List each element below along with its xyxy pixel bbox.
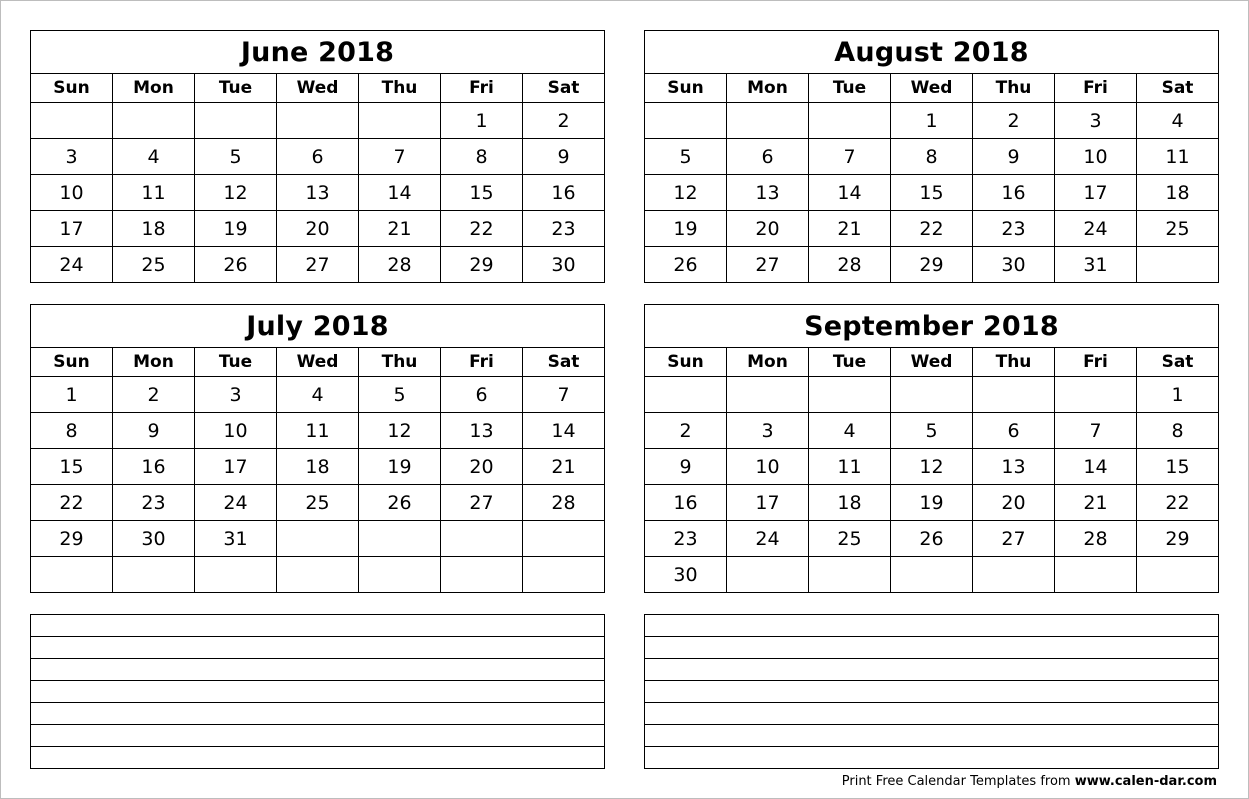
week-row [645, 103, 1219, 139]
notes-line[interactable] [645, 637, 1219, 659]
empty-day-cell [195, 103, 277, 139]
week-row [645, 485, 1219, 521]
day-cell: 12 [359, 413, 441, 449]
weekday-header: Sat [523, 348, 605, 377]
day-cell: 26 [891, 521, 973, 557]
day-cell: 22 [441, 211, 523, 247]
day-cell: 7 [359, 139, 441, 175]
day-cell: 13 [973, 449, 1055, 485]
day-cell: 16 [523, 175, 605, 211]
week-row [31, 103, 605, 139]
empty-day-cell [31, 557, 113, 593]
day-cell: 15 [31, 449, 113, 485]
day-cell: 30 [523, 247, 605, 283]
day-cell: 31 [195, 521, 277, 557]
day-cell: 1 [891, 103, 973, 139]
notes-line[interactable] [31, 703, 605, 725]
empty-day-cell [523, 557, 605, 593]
day-cell: 1 [1137, 377, 1219, 413]
day-cell: 5 [359, 377, 441, 413]
day-cell: 16 [973, 175, 1055, 211]
day-cell: 7 [523, 377, 605, 413]
day-cell: 26 [645, 247, 727, 283]
day-cell: 14 [809, 175, 891, 211]
day-cell: 24 [727, 521, 809, 557]
footer-credit [842, 774, 1217, 789]
day-cell: 29 [441, 247, 523, 283]
weekday-header: Sat [1137, 74, 1219, 103]
week-row [31, 485, 605, 521]
day-cell: 5 [891, 413, 973, 449]
weekday-header: Thu [359, 348, 441, 377]
empty-day-cell [1055, 377, 1137, 413]
day-cell: 27 [441, 485, 523, 521]
day-cell: 7 [809, 139, 891, 175]
empty-day-cell [277, 103, 359, 139]
day-cell: 28 [1055, 521, 1137, 557]
empty-day-cell [113, 557, 195, 593]
month-title: August 2018 [645, 31, 1219, 74]
week-row [645, 139, 1219, 175]
empty-day-cell [359, 103, 441, 139]
day-cell: 17 [1055, 175, 1137, 211]
day-cell: 3 [31, 139, 113, 175]
day-cell: 22 [31, 485, 113, 521]
day-cell: 23 [113, 485, 195, 521]
day-cell: 8 [891, 139, 973, 175]
day-cell: 20 [973, 485, 1055, 521]
notes-line[interactable] [645, 681, 1219, 703]
day-cell: 24 [31, 247, 113, 283]
weekday-header: Tue [195, 74, 277, 103]
day-cell: 27 [973, 521, 1055, 557]
empty-day-cell [277, 521, 359, 557]
day-cell: 15 [1137, 449, 1219, 485]
day-cell: 27 [277, 247, 359, 283]
day-cell: 9 [645, 449, 727, 485]
day-cell: 24 [195, 485, 277, 521]
weekday-header: Mon [113, 74, 195, 103]
day-cell: 29 [31, 521, 113, 557]
day-cell: 10 [31, 175, 113, 211]
week-row [645, 175, 1219, 211]
day-cell: 11 [113, 175, 195, 211]
day-cell: 9 [113, 413, 195, 449]
day-cell: 13 [727, 175, 809, 211]
weekday-header: Sat [1137, 348, 1219, 377]
empty-day-cell [195, 557, 277, 593]
notes-line[interactable] [645, 747, 1219, 769]
footer-text: Print Free Calendar Templates from [841, 774, 1075, 789]
week-row [645, 449, 1219, 485]
notes-line[interactable] [645, 703, 1219, 725]
notes-box-left [30, 614, 605, 769]
day-cell: 13 [441, 413, 523, 449]
day-cell: 4 [113, 139, 195, 175]
weekday-header: Sun [645, 348, 727, 377]
day-cell: 16 [113, 449, 195, 485]
day-cell: 6 [277, 139, 359, 175]
weekday-header: Tue [195, 348, 277, 377]
weekday-header: Fri [1055, 74, 1137, 103]
day-cell: 16 [645, 485, 727, 521]
day-cell: 2 [113, 377, 195, 413]
day-cell: 1 [441, 103, 523, 139]
weekday-header: Fri [441, 74, 523, 103]
day-cell: 21 [359, 211, 441, 247]
day-cell: 28 [359, 247, 441, 283]
empty-day-cell [727, 557, 809, 593]
day-cell: 17 [31, 211, 113, 247]
empty-day-cell [113, 103, 195, 139]
day-cell: 5 [195, 139, 277, 175]
empty-day-cell [31, 103, 113, 139]
weekday-header: Thu [973, 74, 1055, 103]
day-cell: 4 [1137, 103, 1219, 139]
day-cell: 14 [1055, 449, 1137, 485]
day-cell: 6 [727, 139, 809, 175]
day-cell: 9 [973, 139, 1055, 175]
week-row [31, 377, 605, 413]
day-cell: 18 [277, 449, 359, 485]
notes-box-right [644, 614, 1219, 769]
month-title: July 2018 [31, 305, 605, 348]
day-cell: 25 [1137, 211, 1219, 247]
week-row [31, 557, 605, 593]
empty-day-cell [359, 557, 441, 593]
empty-day-cell [727, 103, 809, 139]
day-cell: 15 [441, 175, 523, 211]
empty-day-cell [727, 377, 809, 413]
day-cell: 6 [973, 413, 1055, 449]
day-cell: 29 [1137, 521, 1219, 557]
day-cell: 21 [809, 211, 891, 247]
week-row [31, 175, 605, 211]
day-cell: 22 [891, 211, 973, 247]
day-cell: 28 [809, 247, 891, 283]
day-cell: 30 [973, 247, 1055, 283]
empty-day-cell [523, 521, 605, 557]
empty-day-cell [809, 557, 891, 593]
weekday-header: Mon [727, 74, 809, 103]
week-row [645, 413, 1219, 449]
day-cell: 25 [809, 521, 891, 557]
empty-day-cell [891, 557, 973, 593]
day-cell: 10 [195, 413, 277, 449]
day-cell: 3 [195, 377, 277, 413]
day-cell: 26 [359, 485, 441, 521]
day-cell: 30 [113, 521, 195, 557]
day-cell: 23 [645, 521, 727, 557]
month-calendar [644, 304, 1219, 593]
day-cell: 20 [441, 449, 523, 485]
day-cell: 3 [1055, 103, 1137, 139]
day-cell: 9 [523, 139, 605, 175]
footer-site-link[interactable]: www.calen-dar.com [1074, 774, 1217, 789]
notes-line[interactable] [31, 615, 605, 637]
day-cell: 29 [891, 247, 973, 283]
weekday-header: Sun [645, 74, 727, 103]
notes-line[interactable] [645, 615, 1219, 637]
weekday-header: Wed [277, 348, 359, 377]
month-calendar [644, 30, 1219, 283]
week-row [31, 139, 605, 175]
day-cell: 30 [645, 557, 727, 593]
week-row [645, 247, 1219, 283]
day-cell: 11 [277, 413, 359, 449]
week-row [31, 211, 605, 247]
empty-day-cell [441, 557, 523, 593]
empty-day-cell [973, 557, 1055, 593]
month-calendar [30, 30, 605, 283]
empty-day-cell [809, 103, 891, 139]
notes-line[interactable] [31, 747, 605, 769]
day-cell: 8 [441, 139, 523, 175]
empty-day-cell [973, 377, 1055, 413]
empty-day-cell [1137, 557, 1219, 593]
day-cell: 19 [645, 211, 727, 247]
day-cell: 4 [809, 413, 891, 449]
day-cell: 18 [113, 211, 195, 247]
day-cell: 31 [1055, 247, 1137, 283]
day-cell: 22 [1137, 485, 1219, 521]
day-cell: 4 [277, 377, 359, 413]
weekday-header: Sun [31, 74, 113, 103]
week-row [31, 413, 605, 449]
weekday-header: Thu [973, 348, 1055, 377]
day-cell: 18 [1137, 175, 1219, 211]
day-cell: 18 [809, 485, 891, 521]
day-cell: 1 [31, 377, 113, 413]
day-cell: 25 [113, 247, 195, 283]
day-cell: 7 [1055, 413, 1137, 449]
empty-day-cell [359, 521, 441, 557]
day-cell: 8 [31, 413, 113, 449]
empty-day-cell [277, 557, 359, 593]
day-cell: 21 [1055, 485, 1137, 521]
day-cell: 25 [277, 485, 359, 521]
month-title: September 2018 [645, 305, 1219, 348]
day-cell: 24 [1055, 211, 1137, 247]
day-cell: 10 [727, 449, 809, 485]
weekday-header: Wed [891, 74, 973, 103]
empty-day-cell [645, 103, 727, 139]
weekday-header: Mon [727, 348, 809, 377]
notes-line[interactable] [31, 637, 605, 659]
day-cell: 12 [645, 175, 727, 211]
weekday-header: Tue [809, 348, 891, 377]
day-cell: 11 [809, 449, 891, 485]
day-cell: 2 [523, 103, 605, 139]
day-cell: 15 [891, 175, 973, 211]
day-cell: 6 [441, 377, 523, 413]
weekday-header: Sun [31, 348, 113, 377]
weekday-header: Thu [359, 74, 441, 103]
empty-day-cell [1137, 247, 1219, 283]
day-cell: 13 [277, 175, 359, 211]
day-cell: 21 [523, 449, 605, 485]
day-cell: 20 [277, 211, 359, 247]
day-cell: 20 [727, 211, 809, 247]
day-cell: 27 [727, 247, 809, 283]
weekday-header: Wed [891, 348, 973, 377]
notes-line[interactable] [31, 659, 605, 681]
day-cell: 17 [727, 485, 809, 521]
day-cell: 12 [195, 175, 277, 211]
month-title: June 2018 [31, 31, 605, 74]
day-cell: 19 [195, 211, 277, 247]
day-cell: 3 [727, 413, 809, 449]
notes-line[interactable] [645, 659, 1219, 681]
empty-day-cell [891, 377, 973, 413]
empty-day-cell [441, 521, 523, 557]
notes-line[interactable] [645, 725, 1219, 747]
day-cell: 2 [973, 103, 1055, 139]
empty-day-cell [645, 377, 727, 413]
day-cell: 2 [645, 413, 727, 449]
day-cell: 12 [891, 449, 973, 485]
day-cell: 14 [359, 175, 441, 211]
day-cell: 23 [973, 211, 1055, 247]
week-row [645, 557, 1219, 593]
day-cell: 23 [523, 211, 605, 247]
day-cell: 8 [1137, 413, 1219, 449]
day-cell: 14 [523, 413, 605, 449]
weekday-header: Fri [441, 348, 523, 377]
empty-day-cell [1055, 557, 1137, 593]
day-cell: 28 [523, 485, 605, 521]
empty-day-cell [809, 377, 891, 413]
week-row [31, 449, 605, 485]
week-row [645, 521, 1219, 557]
day-cell: 19 [359, 449, 441, 485]
day-cell: 11 [1137, 139, 1219, 175]
day-cell: 19 [891, 485, 973, 521]
week-row [645, 377, 1219, 413]
weekday-header: Sat [523, 74, 605, 103]
weekday-header: Fri [1055, 348, 1137, 377]
notes-line[interactable] [31, 681, 605, 703]
weekday-header: Mon [113, 348, 195, 377]
week-row [31, 521, 605, 557]
week-row [645, 211, 1219, 247]
day-cell: 5 [645, 139, 727, 175]
weekday-header: Wed [277, 74, 359, 103]
day-cell: 10 [1055, 139, 1137, 175]
month-calendar [30, 304, 605, 593]
weekday-header: Tue [809, 74, 891, 103]
notes-line[interactable] [31, 725, 605, 747]
day-cell: 17 [195, 449, 277, 485]
day-cell: 26 [195, 247, 277, 283]
week-row [31, 247, 605, 283]
